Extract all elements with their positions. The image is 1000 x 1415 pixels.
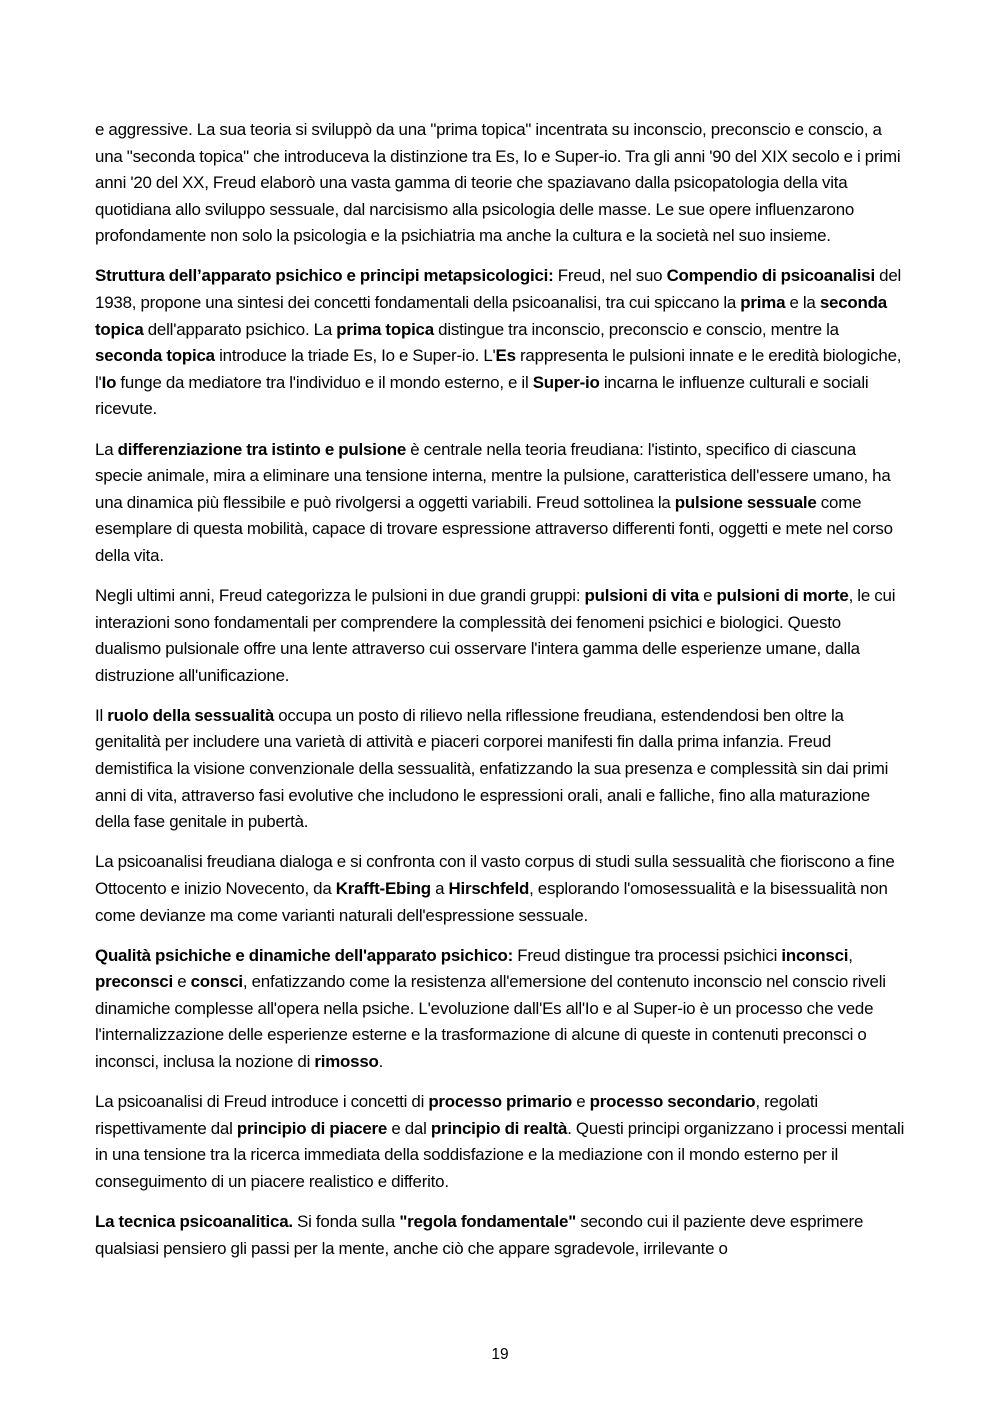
text-run: La psicoanalisi freudiana dialoga e si confronta con il vasto corpus di studi sulla sessualità che fioriscono a fine Ottocento e inizio Novecento, da bbox=[95, 852, 895, 898]
bold-text: inconsci bbox=[781, 945, 849, 965]
bold-text: pulsioni di morte bbox=[716, 586, 849, 605]
text-run: e bbox=[698, 586, 717, 605]
text-run: come esemplare di questa mobilità, capace di trovare espressione attraverso differenti fonti, oggetti e mete nel corso della vita. bbox=[95, 492, 893, 565]
bold-text: La tecnica psicoanalitica. bbox=[95, 1211, 293, 1231]
paragraph bbox=[95, 263, 907, 423]
text-run: e bbox=[572, 1092, 590, 1112]
page-body bbox=[95, 117, 907, 1276]
bold-text: principio di realtà bbox=[430, 1118, 568, 1138]
paragraph bbox=[95, 703, 907, 836]
paragraph bbox=[95, 1089, 907, 1195]
text-run: introduce la triade Es, Io e Super-io. L' bbox=[214, 346, 496, 366]
bold-text: consci bbox=[190, 972, 243, 992]
text-run: e la bbox=[785, 293, 820, 313]
text-run: Freud, nel suo bbox=[553, 266, 667, 286]
bold-text: pulsioni di vita bbox=[584, 586, 699, 605]
text-run: secondo cui il paziente deve esprimere qualsiasi pensiero gli passi per la mente, anche ciò che appare sgradevole, irrilevante o bbox=[95, 1211, 864, 1258]
paragraph bbox=[95, 583, 907, 689]
text-run: e aggressive. La sua teoria si sviluppò da una "prima topica" incentrata su inconscio, preconscio e conscio, a una "seconda topica" che introduceva la distinzione tra Es, Io e Super-io. Tra gli anni '90 del XIX secolo e i primi anni '20 del XX, Freud elaborò una vasta gamma di teorie che spaziavano dalla psicopatologia della vita quotidiana allo sviluppo sessuale, dal narcisismo alla psicologia delle masse. Le sue opere influenzarono profondamente non solo la psicologia e la psichiatria ma anche la cultura e la società nel suo insieme. bbox=[95, 120, 901, 246]
text-run: Negli ultimi anni, Freud categorizza le pulsioni in due grandi gruppi: bbox=[95, 586, 585, 605]
bold-text: Qualità psichiche e dinamiche dell'apparato psichico: bbox=[95, 945, 514, 965]
bold-text: Io bbox=[101, 372, 117, 392]
bold-text: Krafft-Ebing bbox=[335, 878, 431, 898]
bold-text: processo secondario bbox=[589, 1092, 756, 1112]
paragraph bbox=[95, 117, 907, 250]
bold-text: Hirschfeld bbox=[448, 878, 530, 898]
text-run: funge da mediatore tra l'individuo e il mondo esterno, e il bbox=[116, 372, 533, 392]
bold-text: prima topica bbox=[336, 319, 434, 339]
text-run: , le cui interazioni sono fondamentali per comprendere la complessità dei fenomeni psichici e biologici. Questo dualismo pulsionale offre una lente attraverso cui osservare l'intera gamma delle esperienze umane, dalla distruzione all'unificazione. bbox=[95, 586, 896, 685]
text-run: incarna le influenze culturali e sociali ricevute. bbox=[95, 372, 869, 419]
bold-text: Super-io bbox=[532, 372, 600, 392]
bold-text: differenziazione tra istinto e pulsione bbox=[117, 439, 407, 459]
bold-text: Es bbox=[495, 346, 516, 366]
bold-text: prima bbox=[740, 293, 786, 313]
text-run: distingue tra inconscio, preconscio e conscio, mentre la bbox=[433, 319, 839, 339]
text-run: del 1938, propone una sintesi dei concetti fondamentali della psicoanalisi, tra cui spiccano la bbox=[95, 266, 902, 313]
text-run: , esplorando l'omosessualità e la bisessualità non come devianze ma come varianti naturali dell'espressione sessuale. bbox=[95, 878, 888, 925]
text-run: La psicoanalisi di Freud introduce i concetti di bbox=[95, 1092, 429, 1112]
text-run: Freud distingue tra processi psichici bbox=[513, 945, 782, 965]
text-run: e bbox=[173, 972, 191, 992]
text-run: e dal bbox=[387, 1118, 431, 1138]
bold-text: Compendio di psicoanalisi bbox=[666, 266, 875, 286]
bold-text: rimosso bbox=[314, 1052, 379, 1071]
text-run: dell'apparato psichico. La bbox=[143, 319, 337, 339]
text-run: a bbox=[430, 878, 449, 898]
bold-text: seconda topica bbox=[95, 293, 887, 339]
text-run: La bbox=[95, 439, 118, 459]
text-run: , regolati rispettivamente dal bbox=[95, 1092, 818, 1138]
bold-text: principio di piacere bbox=[236, 1118, 388, 1138]
paragraph bbox=[95, 437, 907, 570]
text-run: . bbox=[378, 1052, 384, 1071]
bold-text: "regola fondamentale" bbox=[399, 1211, 577, 1231]
bold-text: preconsci bbox=[95, 972, 173, 992]
text-run: Il bbox=[95, 705, 108, 725]
bold-text: Struttura dell’apparato psichico e principi metapsicologici: bbox=[95, 266, 554, 286]
text-run: , enfatizzando come la resistenza all'emersione del contenuto inconscio nel conscio riveli dinamiche complesse all'opera nella psiche. L'evoluzione dall'Es all'Io e al Super-io è un processo che vede l'internalizzazione delle esperienze esterne e la trasformazione di alcune di queste in contenuti preconsci o inconsci, inclusa la nozione di bbox=[95, 972, 886, 1071]
paragraph bbox=[95, 943, 907, 1076]
text-run: . Questi principi organizzano i processi mentali in una tensione tra la ricerca immediata della soddisfazione e la mediazione con il mondo esterno per il conseguimento di un piacere realistico e differito. bbox=[95, 1118, 905, 1191]
text-run: , bbox=[848, 945, 853, 965]
paragraph bbox=[95, 849, 907, 929]
text-run: è centrale nella teoria freudiana: l'istinto, specifico di ciascuna specie animale, mira a eliminare una tensione interna, mentre la pulsione, caratteristica dell'essere umano, ha una dinamica più flessibile e può rivolgersi a oggetti variabili. Freud sottolinea la bbox=[95, 439, 891, 512]
bold-text: seconda topica bbox=[95, 346, 215, 366]
page-number: 19 bbox=[491, 1346, 509, 1363]
bold-text: ruolo della sessualità bbox=[107, 705, 275, 725]
paragraph bbox=[95, 1209, 907, 1262]
text-run: occupa un posto di rilievo nella riflessione freudiana, estendendosi ben oltre la genitalità per includere una varietà di attività e piaceri corporei manifesti fin dalla prima infanzia. Freud demistifica la visione convenzionale della sessualità, enfatizzando la sua presenza e complessità sin dai primi anni di vita, attraverso fasi evolutive che includono le espressioni orali, anali e falliche, fino alla maturazione della fase genitale in pubertà. bbox=[95, 705, 889, 832]
bold-text: pulsione sessuale bbox=[674, 492, 817, 512]
text-run: Si fonda sulla bbox=[292, 1211, 400, 1231]
text-run: rappresenta le pulsioni innate e le eredità biologiche, l' bbox=[95, 346, 902, 392]
bold-text: processo primario bbox=[428, 1092, 572, 1112]
